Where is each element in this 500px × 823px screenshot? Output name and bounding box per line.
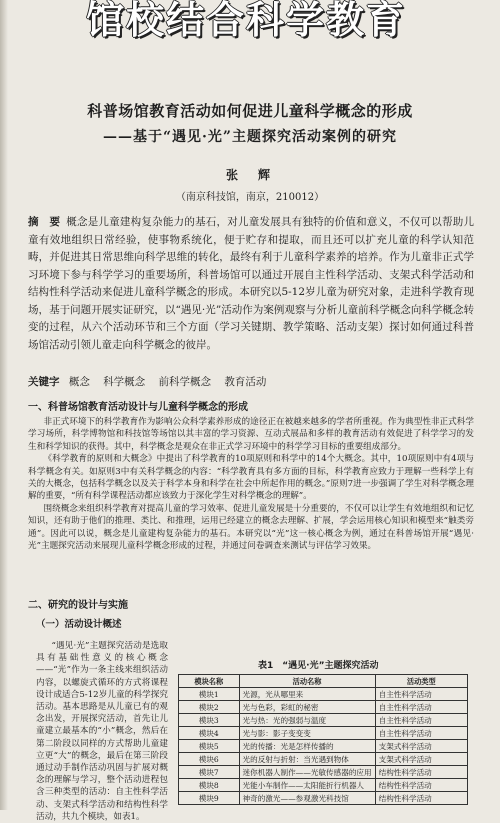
paragraph: “遇见·光”主题探究活动是选取具有基础性意义的核心概念——“光”作为一条主线来组织活动内容，以螺旋式循环的方式将课程设计成适合5-12岁儿童的科学探究活动。基本思路是从儿童已有的观念出发，开展探究活动，首先让儿童建立最基本的“小”概念，然后在第二阶段以同样的方式帮助儿童建立更“大”的概念，最后在第三阶段通过动手制作活动巩固与扩展对概念的理解与学习，整个活动进程包含三种类型的活动：自主性科学活动、支架式科学活动和结构性科学活动，共九个模块，如表1。	[36, 641, 168, 822]
page-edge-shadow	[0, 0, 8, 810]
table-cell: 模块3	[179, 714, 240, 727]
table-cell: 结构性科学活动	[375, 766, 467, 779]
table-cell: 光与色彩，彩虹的秘密	[239, 701, 375, 714]
abstract-text: 概念是儿童建构复杂能力的基石，对儿童发展具有独特的价值和意义，不仅可以帮助儿童有效地组织日常经验，使事物系统化，便于贮存和提取，而且还可以扩充儿童的科学认知范畴，并促进其日常思维向科学思维的转化，最终有利于儿童科学素养的培养。作为儿童非正式学习环境下参与科学学习的重要场所，科普场馆可以通过开展自主性科学活动、支架式科学活动和结构性科学活动来促进儿童科学概念的形成。本研究以5-12岁儿童为研究对象，走进科学教育现场，基于问题开展实证研究，以“遇见·光”活动作为案例观察与分析儿童前科学概念向科学概念转变的过程，从六个活动环节和三个方面（学习关键期、教学策略、活动支架）探讨如何通过科普场馆活动引领儿童走向科学概念的彼岸。	[28, 216, 475, 351]
table-cell: 结构性科学活动	[375, 792, 467, 805]
table-row	[179, 740, 468, 753]
table-cell: 模块1	[179, 688, 240, 701]
section-body	[36, 640, 168, 823]
table-header-row	[179, 675, 468, 688]
table-row	[179, 727, 468, 740]
column-banner: 馆校结合科学教育	[86, 0, 407, 42]
column-header: 活动类型	[375, 675, 467, 688]
section-heading: 一、科普场馆教育活动设计与儿童科学概念的形成	[28, 402, 248, 413]
table-cell: 模块4	[179, 727, 240, 740]
table-cell: 迷你机器人制作——光敏传感器的应用	[239, 766, 375, 779]
table-cell: 光的反射与折射：当光遇到物体	[239, 753, 375, 766]
paragraph: 《科学教育的原则和大概念》中提出了科学教育的10项原则和科学中的14个大概念。其中，10项原则中有4项与科学概念有关。如原则3中有关科学概念的内容：“科学教育具有多方面的目标，科学教育应致力于理解一些科学上有关的大概念，包括科学概念以及关于科学本身和科学在社会中所起作用的概念。”原则7进一步强调了学生对科学概念理解的重要，“所有科学课程活动都应该致力于深化学生对科学概念的理解”。	[28, 454, 474, 502]
section-heading: 二、研究的设计与实施	[28, 600, 128, 611]
table-cell: 模块7	[179, 766, 240, 779]
table-cell: 自主性科学活动	[375, 688, 467, 701]
table-cell: 支架式科学活动	[375, 740, 467, 753]
paragraph: 非正式环境下的科学教育作为影响公众科学素养形成的途径正在被越来越多的学者所重视。作为典型性非正式科学学习场所，科学博物馆和科技馆等场馆以其丰富的学习资源、互动式展品和多样的教育活动有效促进了科学学习的发生和科学知识的获得。其中，科学概念是观众在非正式学习环境中的科学学习目标的重要组成部分。	[28, 417, 474, 452]
abstract	[28, 214, 474, 354]
keyword: 前科学概念	[158, 376, 212, 388]
table-row	[179, 753, 468, 766]
table-cell: 光源，光从哪里来	[239, 688, 375, 701]
table-row	[179, 792, 468, 805]
table-cell: 支架式科学活动	[375, 753, 467, 766]
table-row	[179, 688, 468, 701]
article-subtitle: ——基于“遇见·光”主题探究活动案例的研究	[103, 129, 397, 145]
table-cell: 模块6	[179, 753, 240, 766]
column-header: 活动名称	[239, 675, 375, 688]
table-cell: 光的传播：光是怎样传播的	[239, 740, 375, 753]
abstract-label: 摘 要	[28, 216, 61, 228]
table-cell: 自主性科学活动	[375, 714, 467, 727]
keywords	[28, 374, 474, 390]
table-cell: 光与影：影子变变变	[239, 727, 375, 740]
keywords-label: 关键字	[28, 376, 60, 388]
table-cell: 光能小车制作——太阳能折行机器人	[239, 779, 375, 792]
section-body	[28, 416, 474, 552]
table-cell: 模块9	[179, 792, 240, 805]
table-cell: 模块8	[179, 779, 240, 792]
table-row	[179, 766, 468, 779]
table-cell: 自主性科学活动	[375, 727, 467, 740]
keyword: 概念	[68, 376, 90, 388]
keyword: 科学概念	[103, 376, 146, 388]
table-row	[179, 779, 468, 792]
activity-table	[178, 674, 468, 805]
table-cell: 结构性科学活动	[375, 779, 467, 792]
paragraph: 围绕概念来组织科学教育对提高儿童的学习效率、促进儿童发展是十分重要的，不仅可以让学生有效地组织和记忆知识，还有助于他们的推理、类比、和推理，运用已经建立的概念去理解、扩展，学会运用核心知识和模型来“触类旁通”。因此可以说，概念是儿童建构复杂能力的基石。本研究以“光”这一核心概念为例，通过在科普场馆开展“遇见·光”主题探究活动来展现儿童科学概念形成的过程，并通过问卷调查来测试与评估学习效果。	[28, 503, 474, 552]
table-cell: 自主性科学活动	[375, 701, 467, 714]
table-cell: 神奇的激光——参观激光科技馆	[239, 792, 375, 805]
article-title: 科普场馆教育活动如何促进儿童科学概念的形成	[87, 102, 413, 120]
subsection-heading: （一）活动设计概述	[36, 619, 122, 630]
author-affiliation: （南京科技馆，南京，210012）	[175, 192, 325, 203]
table-cell: 模块5	[179, 740, 240, 753]
keyword: 教育活动	[224, 376, 267, 388]
author-name: 张 辉	[225, 168, 274, 182]
table-cell: 光与热：光的强弱与温度	[239, 714, 375, 727]
table-row	[179, 714, 468, 727]
table-cell: 模块2	[179, 701, 240, 714]
table-row	[179, 701, 468, 714]
column-header: 模块名称	[179, 675, 240, 688]
table-caption: 表1 “遇见·光”主题探究活动	[258, 661, 379, 671]
